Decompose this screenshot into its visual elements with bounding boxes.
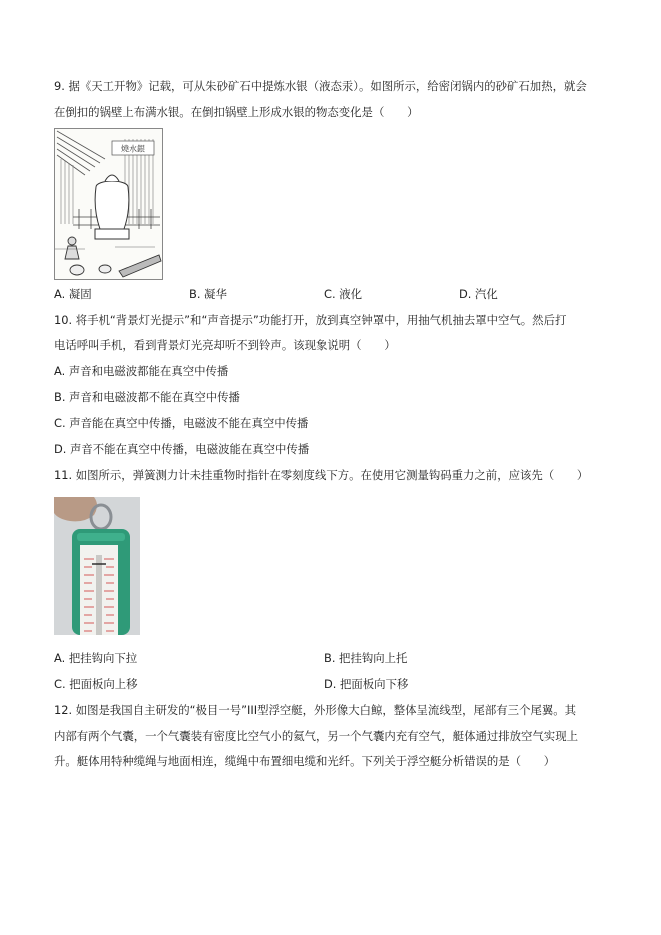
q9-stem-line2: 在倒扣的锅壁上布满水银。在倒扣锅壁上形成水银的物态变化是（ ）	[54, 105, 419, 119]
q11-option-d[interactable]: D. 把面板向下移	[324, 677, 409, 691]
q12-stem-line2: 内部有两个气囊，一个气囊装有密度比空气小的氦气，另一个气囊内充有空气，艇体通过排放空气实现上	[54, 729, 578, 743]
q9-option-c[interactable]: C. 液化	[324, 287, 362, 301]
q9-figure-illustration	[54, 128, 163, 280]
q10-option-d[interactable]: D. 声音不能在真空中传播，电磁波能在真空中传播	[54, 442, 310, 456]
q10-option-a[interactable]: A. 声音和电磁波都能在真空中传播	[54, 364, 229, 378]
q11-option-b[interactable]: B. 把挂钩向上托	[324, 651, 408, 665]
q10-stem-line1: 10. 将手机“背景灯光提示”和“声音提示”功能打开，放到真空钟罩中，用抽气机抽去罩中空气。然后打	[54, 313, 567, 327]
q12-stem-line1: 12. 如图是我国自主研发的“极目一号”III型浮空艇，外形像大白鲸，整体呈流线型，尾部有三个尾翼。其	[54, 703, 577, 717]
q10-stem-line2: 电话呼叫手机，看到背景灯光亮却听不到铃声。该现象说明（ ）	[54, 338, 396, 352]
q9-figure-caption: 燒水銀	[121, 144, 145, 154]
q11-option-a[interactable]: A. 把挂钩向下拉	[54, 651, 138, 665]
q10-option-c[interactable]: C. 声音能在真空中传播，电磁波不能在真空中传播	[54, 416, 309, 430]
q9-stem-line1: 9. 据《天工开物》记载，可从朱砂矿石中提炼水银（液态汞）。如图所示，给密闭锅内的砂矿石加热，就会	[54, 79, 587, 93]
q9-option-d[interactable]: D. 汽化	[459, 287, 498, 301]
spring-scale-photo	[54, 497, 140, 635]
cinnabar-furnace-drawing	[55, 129, 162, 279]
q12-stem-line3: 升。艇体用特种缆绳与地面相连，缆绳中布置细电缆和光纤。下列关于浮空艇分析错误的是（ ）	[54, 754, 556, 768]
q11-figure-spring-scale	[54, 497, 140, 635]
q10-option-b[interactable]: B. 声音和电磁波都不能在真空中传播	[54, 390, 240, 404]
q11-stem-line1: 11. 如图所示，弹簧测力计未挂重物时指针在零刻度线下方。在使用它测量钩码重力之前，应该先（ ）	[54, 468, 589, 482]
q9-option-a[interactable]: A. 凝固	[54, 287, 92, 301]
q9-option-b[interactable]: B. 凝华	[189, 287, 227, 301]
q11-option-c[interactable]: C. 把面板向上移	[54, 677, 138, 691]
